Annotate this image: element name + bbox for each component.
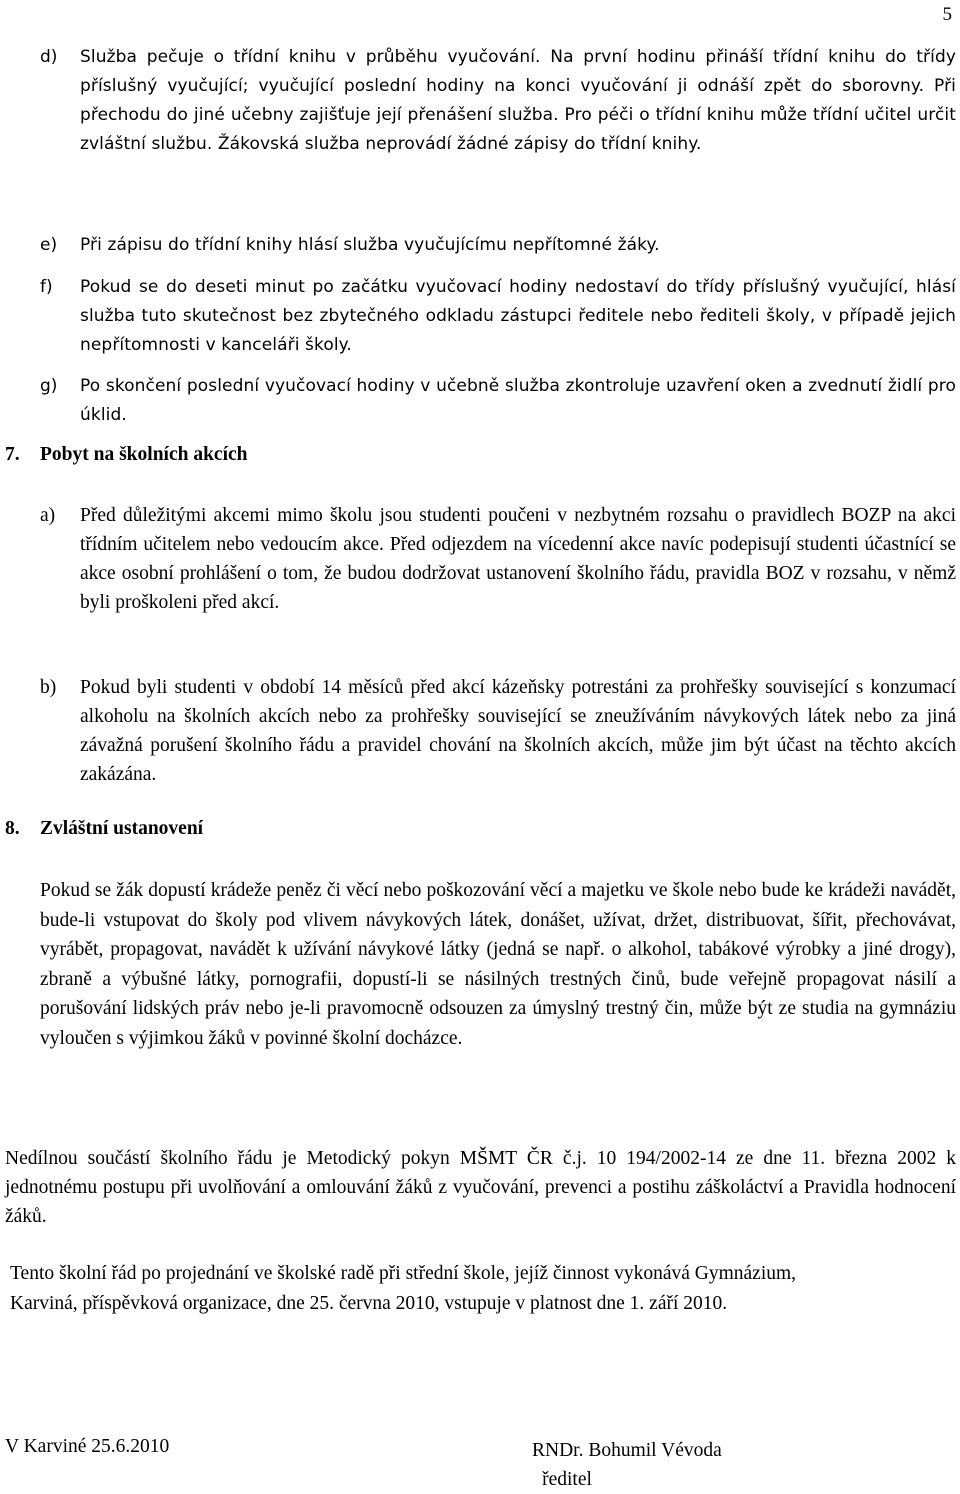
item-text: Služba pečuje o třídní knihu v průběhu vyučování. Na první hodinu přináší třídní knihu do třídy příslušný vyučující; vyučující poslední hodiny na konci vyučování ji odnáší zpět do sborovny. Při přechodu do jiné učebny zajišťuje její přenášení služba. Pro péči o třídní knihu může třídní učitel určit zvláštní službu. Žákovská služba neprovádí žádné zápisy do třídní knihy. <box>80 47 956 154</box>
section-number: 7. <box>5 444 20 465</box>
item-text: Pokud se do deseti minut po začátku vyučovací hodiny nedostaví do třídy příslušný vyučující, hlásí služba tuto skutečnost bez zbytečného odkladu zástupci ředitele nebo řediteli školy, v případě jejich nepřítomnosti v kanceláři školy. <box>80 277 956 355</box>
item-text: Po skončení poslední vyučovací hodiny v učebně služba zkontroluje uzavření oken a zvednutí židlí pro úklid. <box>80 376 956 425</box>
note-paragraph: Nedílnou součástí školního řádu je Metodický pokyn MŠMT ČR č.j. 10 194/2002-14 ze dne 11. března 2002 k jednotnému postupu při uvolňování a omlouvání žáků z vyučování, prevenci a postihu záškoláctví a Pravidla hodnocení žáků. <box>5 1148 956 1227</box>
item-marker: e) <box>40 235 58 255</box>
item-marker: g) <box>40 376 58 396</box>
place-date: V Karviné 25.6.2010 <box>5 1436 170 1457</box>
section-7-item-b <box>40 673 956 789</box>
signature-block <box>532 1436 722 1494</box>
item-text: Pokud byli studenti v období 14 měsíců před akcí kázeňsky potrestáni za prohřešky související s konzumací alkoholu na školních akcích nebo za prohřešky související se zneužíváním návykových látek nebo za jiná závažná porušení školního řádu a pravidel chování na školních akcích, může jim být účast na těchto akcích zakázána. <box>80 677 956 785</box>
item-e <box>40 231 956 260</box>
signatory-name: RNDr. Bohumil Vévoda <box>532 1440 722 1461</box>
item-marker: a) <box>40 505 56 526</box>
section-8-paragraph: Pokud se žák dopustí krádeže peněz či věcí nebo poškozování věcí a majetku ve škole nebo bude ke krádeži navádět, bude-li vstupovat do školy pod vlivem návykových látek, donášet, užívat, držet, distribuovat, šířit, přechovávat, vyrábět, propagovat, navádět k užívání návykové látky (jedná se např. o alkohol, tabákové výrobky a jiné drogy), zbraně a výbušné látky, pornografii, dopustí-li se násilných trestných činů, bude veřejně propagovat násilí a porušování lidských práv nebo je-li pravomocně odsouzen za úmyslný trestný čin, může být ze studia na gymnáziu vyloučen s výjimkou žáků v povinné školní docházce. <box>40 880 956 1049</box>
item-d <box>40 43 956 159</box>
item-marker: b) <box>40 677 57 698</box>
section-7-heading <box>5 444 248 466</box>
signatory-role: ředitel <box>542 1469 592 1490</box>
approval-paragraph: Tento školní řád po projednání ve školské radě při střední škole, jejíž činnost vykonává Gymnázium, Karviná, příspěvková organizace, dne 25. června 2010, vstupuje v platnost dne 1. září 2010. <box>10 1263 797 1314</box>
item-marker: f) <box>40 277 53 297</box>
item-g <box>40 372 956 430</box>
section-7-item-a <box>40 501 956 617</box>
section-8-heading <box>5 818 203 840</box>
item-text: Při zápisu do třídní knihy hlásí služba vyučujícímu nepřítomné žáky. <box>80 235 660 255</box>
section-number: 8. <box>5 818 20 839</box>
item-text: Před důležitými akcemi mimo školu jsou studenti poučeni v nezbytném rozsahu o pravidlech BOZP na akci třídním učitelem nebo vedoucím akce. Před odjezdem na vícedenní akce navíc podepisují studenti účastnící se akce osobní prohlášení o tom, že budou dodržovat ustanovení školního řádu, pravidla BOZ v rozsahu, v němž byli proškoleni před akcí. <box>80 505 956 613</box>
section-title: Pobyt na školních akcích <box>40 444 248 465</box>
section-title: Zvláštní ustanovení <box>40 818 204 839</box>
item-marker: d) <box>40 47 58 67</box>
item-f <box>40 273 956 360</box>
page-number: 5 <box>942 4 952 25</box>
